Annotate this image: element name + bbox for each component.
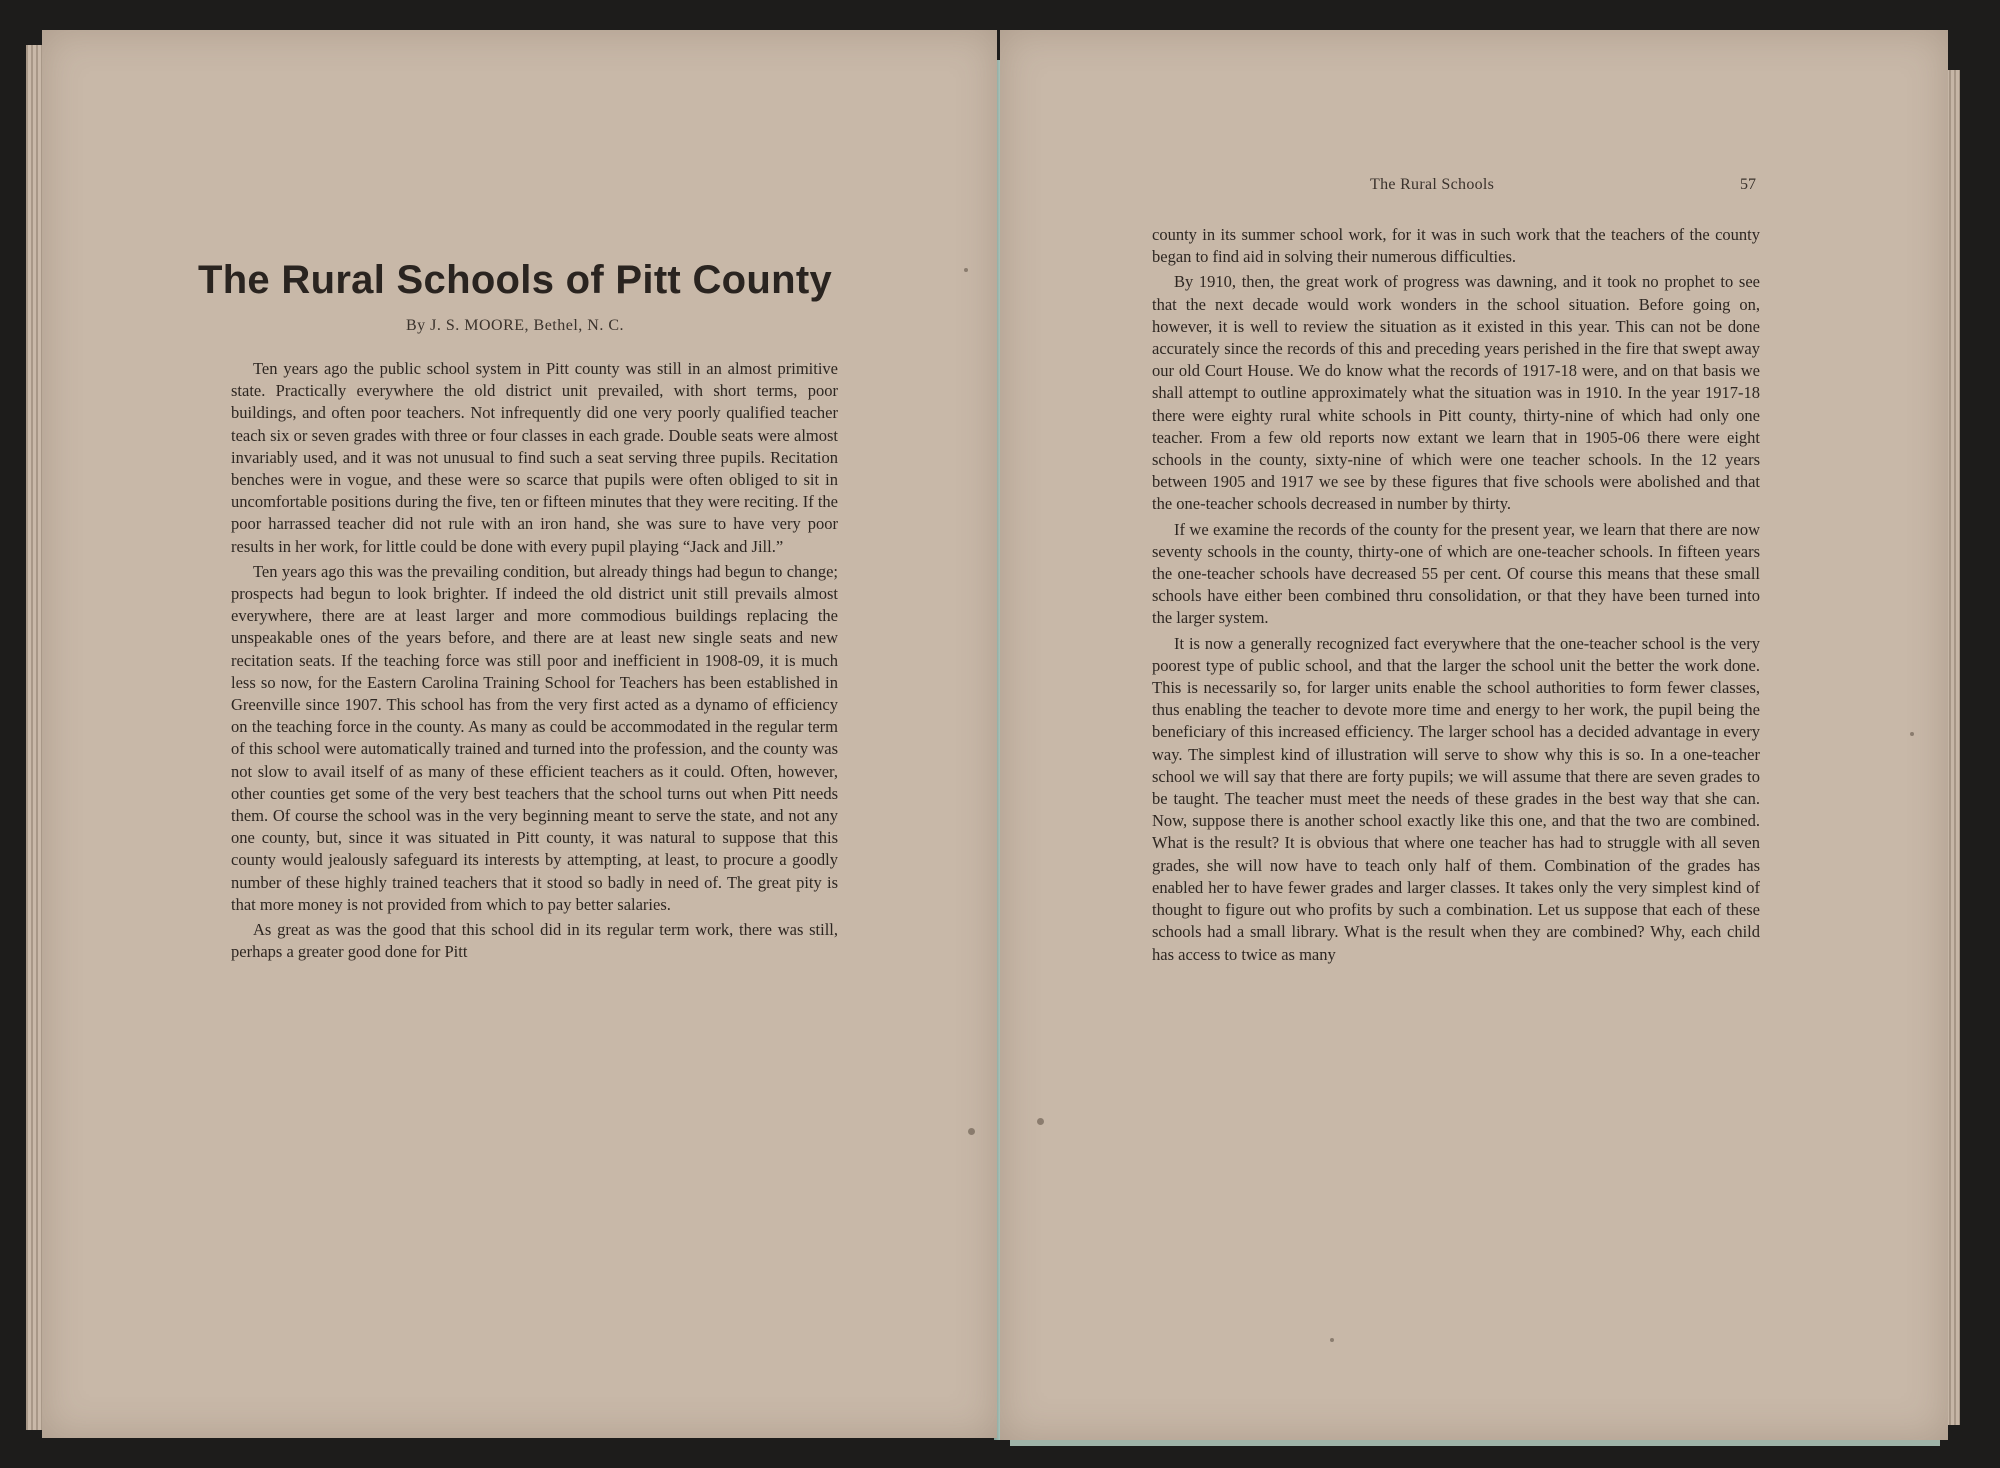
right-page-body [1152,224,1760,966]
paragraph: It is now a generally recognized fact everywhere that the one-teacher school is the very poorest type of public school, and that the larger the school unit the better the work done. This is necessarily so, for larger units enable the school authorities to form fewer classes, thus enabling the teacher to devote more time and energy to her work, the pupil being the beneficiary of this increased efficiency. The larger school has a decided advantage in every way. The simplest kind of illustration will serve to show why this is so. In a one-teacher school we will say that there are forty pupils; we will assume that there are seven grades to be taught. The teacher must meet the needs of these grades in the best way that she can. Now, suppose there is another school exactly like this one, and that the two are combined. What is the result? It is obvious that where one teacher has had to struggle with all seven grades, she will now have to teach only half of them. Combination of the grades has enabled her to have fewer grades and larger classes. It takes only the very simplest kind of thought to figure out who profits by such a combination. Let us suppose that each of these schools had a small library. What is the result when they are combined? Why, each child has access to twice as many [1152,633,1760,964]
paragraph: By 1910, then, the great work of progress was dawning, and it took no prophet to see that the next decade would work wonders in the school situation. Before going on, however, it is well to review the situation as it existed in this year. This can not be done accurately since the records of this and preceding years perished in the fire that swept away our old Court House. We do know what the records of 1917-18 were, and on that basis we shall attempt to outline approximately what the situation was in 1910. In the year 1917-18 there were eighty rural white schools in Pitt county, thirty-nine of which had only one teacher. From a few old reports now extant we learn that in 1905-06 there were eight schools in the county, sixty-nine of which were one teacher schools. In the 12 years between 1905 and 1917 we see by these figures that five schools were abolished and that the one-teacher schools decreased in number by thirty. [1152,272,1760,514]
article-title: The Rural Schools of Pitt County [197,258,833,302]
running-head: The Rural Schools [1370,176,1495,193]
paper-speck [964,268,968,272]
paper-speck [1910,732,1914,736]
right-page-edges [1946,70,1960,1425]
paragraph: county in its summer school work, for it was in such work that the teachers of the county began to find aid in solving their numerous difficulties. [1152,225,1760,267]
paragraph: If we examine the records of the county for the present year, we learn that there are now seventy schools in the county, thirty-one of which are one-teacher schools. In fifteen years the one-teacher schools have decreased 55 per cent. Of course this means that these small schools have either been combined thru consolidation, or that they have been turned into the larger system. [1152,519,1760,628]
paragraph: Ten years ago this was the prevailing condition, but already things had begun to change; prospects had begun to look brighter. If indeed the old district unit still prevails almost everywhere, there are at least larger and more commodious buildings replacing the unspeakable ones of the years before, and there are at least new single seats and new recitation seats. If the teaching force was still poor and inefficient in 1908-09, it is much less so now, for the Eastern Carolina Training School for Teachers has been established in Greenville since 1907. This school has from the very first acted as a dynamo of efficiency on the teaching force in the county. As many as could be accommodated in the regular term of this school were automatically trained and turned into the profession, and the county was not slow to avail itself of as many of these efficient teachers as it could. Often, however, other counties get some of the very best teachers that the school turns out when Pitt needs them. Of course the school was in the very beginning meant to serve the state, and not any one county, but, since it was situated in Pitt county, it was natural to suppose that this county would jealously safeguard its interests by attempting, at least, to procure a goodly number of these highly trained teachers that it stood so badly in need of. The great pity is that more money is not provided from which to pay better salaries. [231,561,838,914]
paper-speck [1330,1338,1334,1342]
paragraph: As great as was the good that this school did in its regular term work, there was still, perhaps a greater good done for Pitt [231,920,838,962]
byline: By J. S. MOORE, Bethel, N. C. [405,317,625,334]
page-number: 57 [1740,176,1756,193]
paper-speck [968,1128,975,1135]
paragraph: Ten years ago the public school system in Pitt county was still in an almost primitive state. Practically everywhere the old district unit prevailed, with short terms, poor buildings, and often poor teachers. Not infrequently did one very poorly qualified teacher teach six or seven grades with three or four classes in each grade. Double seats were almost invariably used, and it was not unusual to find such a seat serving three pupils. Recitation benches were in vogue, and these were so scarce that pupils were often obliged to sit in uncomfortable positions during the five, ten or fifteen minutes that they were reciting. If the poor harrassed teacher did not rule with an iron hand, she was sure to have very poor results in her work, for little could be done with every pupil playing “Jack and Jill.” [231,359,838,556]
left-page-body [231,358,838,963]
paper-speck [1037,1118,1044,1125]
